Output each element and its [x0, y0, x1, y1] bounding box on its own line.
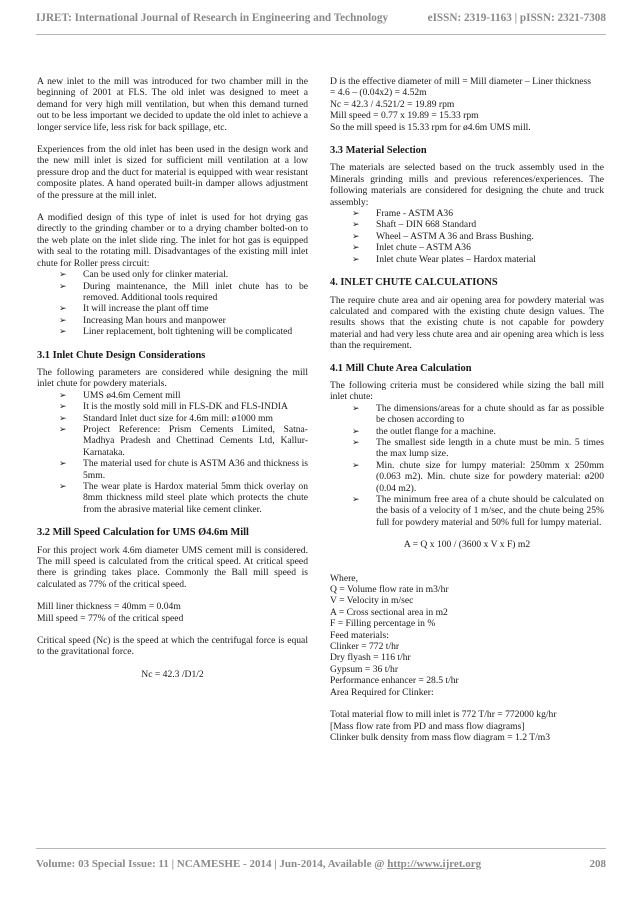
- section-heading: 3.2 Mill Speed Calculation for UMS Ø4.6m Mill: [37, 527, 249, 539]
- arrow-bullet-icon: ➢: [352, 402, 360, 413]
- text-line: Gypsum = 36 t/hr: [330, 663, 399, 675]
- list-item: ➢ It is the mostly sold mill in FLS-DK and FLS-INDIA: [59, 401, 288, 413]
- text-line: F = Filling percentage in %: [330, 618, 436, 630]
- footer-divider: [36, 848, 606, 849]
- paragraph: D is the effective diameter of mill = Mill diameter – Liner thickness: [330, 76, 591, 87]
- paragraph: The following criteria must be considered while sizing the ball mill inlet chute:: [330, 379, 604, 403]
- text-line: Mill liner thickness = 40mm = 0.04m: [37, 601, 181, 613]
- formula: Nc = 42.3 /D1/2: [141, 668, 204, 680]
- text-line: Area Required for Clinker:: [330, 686, 434, 698]
- paragraph: The following parameters are considered while designing the mill inlet chute for powdery materials.: [37, 366, 308, 390]
- list-item: ➢ the outlet flange for a machine.: [352, 425, 496, 437]
- arrow-bullet-icon: ➢: [352, 219, 360, 230]
- list-item: ➢ Project Reference: Prism Cements Limited, Satna-Madhya Pradesh and Chettinad Cements Ltd, Kallur-Karnataka.: [59, 423, 308, 458]
- total-flow: [330, 709, 604, 743]
- text-line: Q = Volume flow rate in m3/hr: [330, 584, 449, 596]
- journal-title: IJRET: International Journal of Research in Engineering and Technology: [36, 12, 389, 24]
- text-line: Mill speed = 0.77 x 19.89 = 15.33 rpm: [330, 110, 479, 122]
- text-line: Mill speed = 77% of the critical speed: [37, 612, 184, 624]
- arrow-bullet-icon: ➢: [352, 436, 360, 447]
- section-heading: 4. INLET CHUTE CALCULATIONS: [330, 277, 498, 289]
- text-line: Nc = 42.3 / 4.521/2 = 19.89 rpm: [330, 98, 455, 110]
- paragraph: Critical speed (Nc) is the speed at which the centrifugal force is equal to the gravitational force.: [37, 635, 308, 658]
- list-item: ➢ The material used for chute is ASTM A36 and thickness is 5mm.: [59, 458, 308, 481]
- arrow-bullet-icon: ➢: [59, 326, 67, 337]
- arrow-bullet-icon: ➢: [352, 459, 360, 470]
- page-footer: [36, 858, 606, 870]
- criteria-list: [330, 403, 604, 528]
- section-heading: 4.1 Mill Chute Area Calculation: [330, 362, 472, 374]
- area-equation: A = Q x 100 / (3600 x V x F) m2: [403, 539, 531, 551]
- speed-calculation: [330, 87, 604, 133]
- materials-list: [330, 208, 604, 265]
- disadvantages-list: [37, 269, 308, 337]
- text-line: [Mass flow rate from PD and mass flow diagrams]: [330, 720, 525, 732]
- arrow-bullet-icon: ➢: [352, 253, 360, 264]
- arrow-bullet-icon: ➢: [59, 458, 67, 469]
- list-item: ➢ Min. chute size for lumpy material: 250mm x 250mm (0.063 m2). Min. chute size for powdery material: ø200 (0.04 m2).: [352, 459, 604, 494]
- arrow-bullet-icon: ➢: [59, 314, 67, 325]
- arrow-bullet-icon: ➢: [59, 401, 67, 412]
- journal-link[interactable]: http://www.ijret.org: [387, 858, 482, 870]
- list-item: ➢ Can be used only for clinker material.: [59, 269, 229, 281]
- right-column: [330, 76, 604, 743]
- page-number: 208: [589, 858, 606, 870]
- list-item: ➢ The wear plate is Hardox material 5mm thick overlay on 8mm thickness mild steel plate which protects the chute from the abrasive material like cement clinker.: [59, 481, 308, 515]
- list-item: ➢ During maintenance, the Mill inlet chute has to be removed. Additional tools required: [59, 280, 308, 303]
- parameters-list: [37, 390, 308, 515]
- list-item: ➢ Inlet chute – ASTM A36: [352, 242, 471, 254]
- paragraph: Experiences from the old inlet has been used in the design work and the new mill inlet is sized for sufficient mill ventilation at a low pressure drop and the duct for material is equipped with wear resistant composite plates. A hand operated built-in damper allows adjustment of the pressure at the mill inlet.: [37, 144, 308, 201]
- list-item: ➢ Inlet chute Wear plates – Hardox material: [352, 253, 536, 265]
- text-line: Total material flow to mill inlet is 772 T/hr = 772000 kg/hr: [330, 709, 557, 721]
- issn: eISSN: 2319-1163 | pISSN: 2321-7308: [427, 12, 606, 24]
- text-line: = 4.6 – (0.04x2) = 4.52m: [330, 87, 427, 99]
- text-line: Where,: [330, 572, 358, 584]
- list-item: ➢ Increasing Man hours and manpower: [59, 314, 226, 326]
- arrow-bullet-icon: ➢: [59, 412, 67, 423]
- footer-volume: Volume: 03 Special Issue: 11 | NCAMESHE - 2014 | Jun-2014, Available @ http://www.ijret.org: [36, 858, 482, 870]
- text-line: Performance enhancer = 28.5 t/hr: [330, 675, 459, 687]
- list-item: ➢ Frame - ASTM A36: [352, 208, 454, 220]
- arrow-bullet-icon: ➢: [59, 481, 67, 491]
- arrow-bullet-icon: ➢: [352, 425, 360, 436]
- text-line: V = Velocity in m/sec: [330, 595, 414, 607]
- paragraph: The materials are selected based on the truck assembly used in the Minerals grinding mills and previous references/experiences. The following materials are considered for designing the chute and truck assembly:: [330, 162, 604, 208]
- section-heading: 3.3 Material Selection: [330, 145, 427, 157]
- list-item: ➢ The smallest side length in a chute must be min. 5 times the max lump size.: [352, 436, 604, 460]
- arrow-bullet-icon: ➢: [59, 389, 67, 400]
- text-line: A = Cross sectional area in m2: [330, 606, 448, 618]
- text-line: Feed materials:: [330, 629, 389, 641]
- arrow-bullet-icon: ➢: [59, 280, 67, 291]
- paragraph: A new inlet to the mill was introduced for two chamber mill in the beginning of 2001 at FLS. The old inlet was designed to meet a demand for very high mill ventilation, but when this demand turned out to be less important we decided to update the old inlet to achieve a longer service life, less risk for back spillage, etc.: [37, 76, 308, 133]
- arrow-bullet-icon: ➢: [59, 269, 67, 280]
- arrow-bullet-icon: ➢: [352, 208, 360, 219]
- text-line: Clinker bulk density from mass flow diagram = 1.2 T/m3: [330, 731, 551, 743]
- text-line: So the mill speed is 15.33 rpm for ø4.6m UMS mill.: [330, 121, 531, 133]
- arrow-bullet-icon: ➢: [352, 230, 360, 241]
- page-header: [36, 12, 606, 36]
- liner-values: [37, 601, 308, 624]
- list-item: ➢ Standard Inlet duct size for 4.6m mill: ø1000 mm: [59, 412, 273, 424]
- list-item: ➢ UMS ø4.6m Cement mill: [59, 389, 181, 401]
- paragraph: A modified design of this type of inlet is used for hot drying gas directly to the grinding chamber or to a drying chamber bolted-on to the web plate on the inlet slide ring. The inlet for hot gas is equipped with seal to the rotating mill. Disadvantages of the existing mill inlet chute for Roller press circuit:: [37, 212, 308, 269]
- list-item: ➢ Wheel – ASTM A 36 and Brass Bushing.: [352, 230, 534, 242]
- paragraph: The require chute area and air opening area for powdery material was calculated and compared with the existing chute design values. The results shows that the existing chute is not capable for powdery material and had very less chute area and air opening area which is less than the requirement.: [330, 294, 604, 352]
- arrow-bullet-icon: ➢: [59, 303, 67, 314]
- arrow-bullet-icon: ➢: [352, 242, 360, 253]
- where-definitions: [330, 573, 604, 698]
- arrow-bullet-icon: ➢: [352, 494, 360, 504]
- list-item: ➢ The dimensions/areas for a chute should as far as possible be chosen according to: [352, 402, 604, 426]
- list-item: ➢ The minimum free area of a chute should be calculated on the basis of a velocity of 1 m/sec, and the chute being 25% full for powdery material and 50% full for lumpy material.: [352, 494, 604, 528]
- paragraph: For this project work 4.6m diameter UMS cement mill is considered. The mill speed is calculated from the critical speed. At critical speed there is grinding takes place. Commonly the Ball mill speed is calculated as 77% of the critical speed.: [37, 544, 308, 590]
- list-item: ➢ It will increase the plant off time: [59, 303, 209, 315]
- left-column: [37, 76, 308, 691]
- list-item: ➢ Shaft – DIN 668 Standard: [352, 219, 477, 231]
- section-heading: 3.1 Inlet Chute Design Considerations: [37, 349, 206, 361]
- arrow-bullet-icon: ➢: [59, 423, 67, 434]
- list-item: ➢ Liner replacement, bolt tightening will be complicated: [59, 326, 293, 338]
- text-line: Dry flyash = 116 t/hr: [330, 652, 411, 664]
- header-divider: [36, 34, 606, 35]
- text-line: Clinker = 772 t/hr: [330, 641, 400, 653]
